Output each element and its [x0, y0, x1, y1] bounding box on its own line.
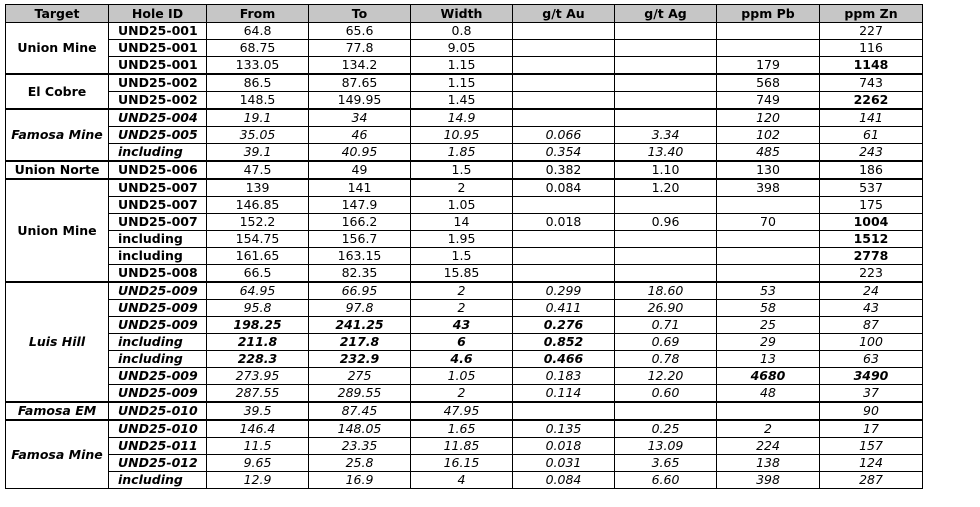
width-cell: 47.95	[411, 402, 513, 420]
pb-cell: 398	[717, 472, 820, 489]
from-cell: 139	[207, 179, 309, 197]
header-from: From	[207, 5, 309, 23]
to-cell: 156.7	[309, 231, 411, 248]
width-cell: 1.95	[411, 231, 513, 248]
zn-cell: 141	[820, 109, 923, 127]
zn-cell: 100	[820, 334, 923, 351]
zn-cell: 24	[820, 282, 923, 300]
to-cell: 87.45	[309, 402, 411, 420]
width-cell: 14.9	[411, 109, 513, 127]
hole-id-cell: UND25-009	[109, 385, 207, 403]
target-cell: Famosa Mine	[6, 420, 109, 489]
zn-cell: 287	[820, 472, 923, 489]
from-cell: 11.5	[207, 438, 309, 455]
au-cell	[513, 109, 615, 127]
zn-cell: 124	[820, 455, 923, 472]
to-cell: 147.9	[309, 197, 411, 214]
header-row	[6, 5, 923, 23]
ag-cell	[615, 231, 717, 248]
header-hole-id: Hole ID	[109, 5, 207, 23]
pb-cell	[717, 197, 820, 214]
hole-id-cell: including	[109, 248, 207, 265]
header-zn: ppm Zn	[820, 5, 923, 23]
to-cell: 163.15	[309, 248, 411, 265]
to-cell: 134.2	[309, 57, 411, 75]
width-cell: 1.05	[411, 197, 513, 214]
hole-id-cell: UND25-001	[109, 40, 207, 57]
from-cell: 146.4	[207, 420, 309, 438]
pb-cell	[717, 265, 820, 283]
pb-cell: 568	[717, 74, 820, 92]
hole-id-cell: UND25-002	[109, 92, 207, 110]
width-cell: 6	[411, 334, 513, 351]
table-row	[6, 161, 923, 179]
au-cell	[513, 23, 615, 40]
width-cell: 1.65	[411, 420, 513, 438]
table-row	[6, 214, 923, 231]
zn-cell: 61	[820, 127, 923, 144]
table-row	[6, 385, 923, 403]
pb-cell: 224	[717, 438, 820, 455]
hole-id-cell: UND25-004	[109, 109, 207, 127]
pb-cell	[717, 402, 820, 420]
ag-cell: 12.20	[615, 368, 717, 385]
table-row	[6, 40, 923, 57]
table-row	[6, 57, 923, 75]
to-cell: 77.8	[309, 40, 411, 57]
width-cell: 0.8	[411, 23, 513, 40]
from-cell: 39.1	[207, 144, 309, 162]
au-cell	[513, 248, 615, 265]
header-au: g/t Au	[513, 5, 615, 23]
to-cell: 87.65	[309, 74, 411, 92]
hole-id-cell: including	[109, 351, 207, 368]
hole-id-cell: UND25-009	[109, 282, 207, 300]
ag-cell: 6.60	[615, 472, 717, 489]
zn-cell: 227	[820, 23, 923, 40]
to-cell: 82.35	[309, 265, 411, 283]
zn-cell: 2778	[820, 248, 923, 265]
hole-id-cell: including	[109, 334, 207, 351]
pb-cell: 58	[717, 300, 820, 317]
width-cell: 15.85	[411, 265, 513, 283]
hole-id-cell: including	[109, 472, 207, 489]
hole-id-cell: UND25-006	[109, 161, 207, 179]
au-cell: 0.066	[513, 127, 615, 144]
table-row	[6, 265, 923, 283]
zn-cell: 223	[820, 265, 923, 283]
target-cell: Union Norte	[6, 161, 109, 179]
ag-cell: 1.10	[615, 161, 717, 179]
pb-cell: 120	[717, 109, 820, 127]
width-cell: 4.6	[411, 351, 513, 368]
ag-cell	[615, 92, 717, 110]
hole-id-cell: UND25-002	[109, 74, 207, 92]
width-cell: 2	[411, 179, 513, 197]
zn-cell: 43	[820, 300, 923, 317]
table-row	[6, 144, 923, 162]
to-cell: 34	[309, 109, 411, 127]
au-cell: 0.354	[513, 144, 615, 162]
width-cell: 1.85	[411, 144, 513, 162]
from-cell: 211.8	[207, 334, 309, 351]
au-cell: 0.114	[513, 385, 615, 403]
from-cell: 39.5	[207, 402, 309, 420]
au-cell: 0.411	[513, 300, 615, 317]
au-cell: 0.466	[513, 351, 615, 368]
to-cell: 241.25	[309, 317, 411, 334]
table-row	[6, 438, 923, 455]
ag-cell	[615, 109, 717, 127]
zn-cell: 1004	[820, 214, 923, 231]
pb-cell	[717, 248, 820, 265]
au-cell	[513, 197, 615, 214]
from-cell: 64.8	[207, 23, 309, 40]
au-cell: 0.299	[513, 282, 615, 300]
to-cell: 66.95	[309, 282, 411, 300]
au-cell	[513, 40, 615, 57]
pb-cell: 53	[717, 282, 820, 300]
to-cell: 40.95	[309, 144, 411, 162]
from-cell: 66.5	[207, 265, 309, 283]
pb-cell: 48	[717, 385, 820, 403]
header-ag: g/t Ag	[615, 5, 717, 23]
zn-cell: 1148	[820, 57, 923, 75]
from-cell: 19.1	[207, 109, 309, 127]
from-cell: 228.3	[207, 351, 309, 368]
header-target: Target	[6, 5, 109, 23]
hole-id-cell: UND25-007	[109, 179, 207, 197]
table-row	[6, 282, 923, 300]
au-cell: 0.276	[513, 317, 615, 334]
pb-cell: 2	[717, 420, 820, 438]
pb-cell	[717, 23, 820, 40]
width-cell: 1.45	[411, 92, 513, 110]
pb-cell: 130	[717, 161, 820, 179]
pb-cell: 749	[717, 92, 820, 110]
pb-cell: 29	[717, 334, 820, 351]
hole-id-cell: UND25-007	[109, 197, 207, 214]
pb-cell: 138	[717, 455, 820, 472]
target-cell: Famosa EM	[6, 402, 109, 420]
au-cell: 0.382	[513, 161, 615, 179]
zn-cell: 90	[820, 402, 923, 420]
to-cell: 148.05	[309, 420, 411, 438]
ag-cell	[615, 74, 717, 92]
from-cell: 198.25	[207, 317, 309, 334]
zn-cell: 17	[820, 420, 923, 438]
ag-cell: 0.78	[615, 351, 717, 368]
width-cell: 2	[411, 282, 513, 300]
table-row	[6, 179, 923, 197]
from-cell: 287.55	[207, 385, 309, 403]
from-cell: 148.5	[207, 92, 309, 110]
zn-cell: 1512	[820, 231, 923, 248]
width-cell: 1.5	[411, 248, 513, 265]
to-cell: 217.8	[309, 334, 411, 351]
drill-results-table	[5, 4, 923, 489]
to-cell: 23.35	[309, 438, 411, 455]
header-to: To	[309, 5, 411, 23]
from-cell: 35.05	[207, 127, 309, 144]
to-cell: 65.6	[309, 23, 411, 40]
width-cell: 1.05	[411, 368, 513, 385]
au-cell	[513, 402, 615, 420]
target-cell: El Cobre	[6, 74, 109, 109]
pb-cell	[717, 231, 820, 248]
to-cell: 25.8	[309, 455, 411, 472]
table-body	[6, 23, 923, 489]
zn-cell: 3490	[820, 368, 923, 385]
au-cell: 0.183	[513, 368, 615, 385]
table-row	[6, 109, 923, 127]
width-cell: 1.15	[411, 74, 513, 92]
au-cell	[513, 92, 615, 110]
zn-cell: 175	[820, 197, 923, 214]
ag-cell: 18.60	[615, 282, 717, 300]
width-cell: 16.15	[411, 455, 513, 472]
width-cell: 11.85	[411, 438, 513, 455]
au-cell: 0.031	[513, 455, 615, 472]
hole-id-cell: UND25-008	[109, 265, 207, 283]
from-cell: 273.95	[207, 368, 309, 385]
to-cell: 46	[309, 127, 411, 144]
to-cell: 16.9	[309, 472, 411, 489]
ag-cell	[615, 197, 717, 214]
au-cell	[513, 74, 615, 92]
hole-id-cell: UND25-010	[109, 420, 207, 438]
table-row	[6, 23, 923, 40]
pb-cell: 485	[717, 144, 820, 162]
from-cell: 86.5	[207, 74, 309, 92]
zn-cell: 243	[820, 144, 923, 162]
to-cell: 49	[309, 161, 411, 179]
width-cell: 1.15	[411, 57, 513, 75]
hole-id-cell: UND25-009	[109, 317, 207, 334]
au-cell: 0.084	[513, 472, 615, 489]
from-cell: 161.65	[207, 248, 309, 265]
width-cell: 10.95	[411, 127, 513, 144]
ag-cell: 13.09	[615, 438, 717, 455]
hole-id-cell: UND25-011	[109, 438, 207, 455]
to-cell: 289.55	[309, 385, 411, 403]
ag-cell: 0.25	[615, 420, 717, 438]
hole-id-cell: UND25-012	[109, 455, 207, 472]
width-cell: 2	[411, 385, 513, 403]
pb-cell: 13	[717, 351, 820, 368]
from-cell: 9.65	[207, 455, 309, 472]
zn-cell: 2262	[820, 92, 923, 110]
ag-cell	[615, 402, 717, 420]
ag-cell: 3.34	[615, 127, 717, 144]
ag-cell	[615, 265, 717, 283]
from-cell: 64.95	[207, 282, 309, 300]
hole-id-cell: UND25-009	[109, 300, 207, 317]
au-cell: 0.135	[513, 420, 615, 438]
from-cell: 146.85	[207, 197, 309, 214]
au-cell: 0.084	[513, 179, 615, 197]
from-cell: 133.05	[207, 57, 309, 75]
table-row	[6, 368, 923, 385]
pb-cell	[717, 40, 820, 57]
ag-cell: 3.65	[615, 455, 717, 472]
hole-id-cell: UND25-005	[109, 127, 207, 144]
zn-cell: 116	[820, 40, 923, 57]
hole-id-cell: UND25-010	[109, 402, 207, 420]
zn-cell: 157	[820, 438, 923, 455]
width-cell: 9.05	[411, 40, 513, 57]
table-row	[6, 472, 923, 489]
from-cell: 95.8	[207, 300, 309, 317]
target-cell: Luis Hill	[6, 282, 109, 402]
table-row	[6, 92, 923, 110]
width-cell: 2	[411, 300, 513, 317]
hole-id-cell: UND25-001	[109, 57, 207, 75]
from-cell: 154.75	[207, 231, 309, 248]
ag-cell	[615, 248, 717, 265]
header-pb: ppm Pb	[717, 5, 820, 23]
from-cell: 47.5	[207, 161, 309, 179]
to-cell: 97.8	[309, 300, 411, 317]
ag-cell: 0.96	[615, 214, 717, 231]
width-cell: 43	[411, 317, 513, 334]
table-row	[6, 197, 923, 214]
pb-cell: 4680	[717, 368, 820, 385]
from-cell: 68.75	[207, 40, 309, 57]
width-cell: 1.5	[411, 161, 513, 179]
ag-cell	[615, 40, 717, 57]
au-cell	[513, 57, 615, 75]
to-cell: 275	[309, 368, 411, 385]
table-row	[6, 334, 923, 351]
hole-id-cell: including	[109, 231, 207, 248]
au-cell	[513, 265, 615, 283]
to-cell: 232.9	[309, 351, 411, 368]
zn-cell: 63	[820, 351, 923, 368]
table-row	[6, 317, 923, 334]
target-cell: Union Mine	[6, 179, 109, 282]
ag-cell: 0.69	[615, 334, 717, 351]
au-cell: 0.018	[513, 438, 615, 455]
hole-id-cell: UND25-007	[109, 214, 207, 231]
zn-cell: 743	[820, 74, 923, 92]
table-row	[6, 127, 923, 144]
ag-cell	[615, 57, 717, 75]
pb-cell: 70	[717, 214, 820, 231]
table-row	[6, 351, 923, 368]
width-cell: 4	[411, 472, 513, 489]
to-cell: 141	[309, 179, 411, 197]
from-cell: 12.9	[207, 472, 309, 489]
width-cell: 14	[411, 214, 513, 231]
to-cell: 149.95	[309, 92, 411, 110]
zn-cell: 186	[820, 161, 923, 179]
ag-cell: 0.71	[615, 317, 717, 334]
table-row	[6, 300, 923, 317]
table-row	[6, 231, 923, 248]
target-cell: Union Mine	[6, 23, 109, 75]
target-cell: Famosa Mine	[6, 109, 109, 161]
hole-id-cell: including	[109, 144, 207, 162]
ag-cell: 13.40	[615, 144, 717, 162]
au-cell	[513, 231, 615, 248]
pb-cell: 25	[717, 317, 820, 334]
ag-cell	[615, 23, 717, 40]
header-width: Width	[411, 5, 513, 23]
table-row	[6, 455, 923, 472]
pb-cell: 398	[717, 179, 820, 197]
zn-cell: 87	[820, 317, 923, 334]
pb-cell: 102	[717, 127, 820, 144]
zn-cell: 537	[820, 179, 923, 197]
zn-cell: 37	[820, 385, 923, 403]
to-cell: 166.2	[309, 214, 411, 231]
ag-cell: 1.20	[615, 179, 717, 197]
table-row	[6, 74, 923, 92]
hole-id-cell: UND25-001	[109, 23, 207, 40]
table-row	[6, 248, 923, 265]
ag-cell: 0.60	[615, 385, 717, 403]
from-cell: 152.2	[207, 214, 309, 231]
au-cell: 0.018	[513, 214, 615, 231]
pb-cell: 179	[717, 57, 820, 75]
au-cell: 0.852	[513, 334, 615, 351]
table-row	[6, 402, 923, 420]
ag-cell: 26.90	[615, 300, 717, 317]
hole-id-cell: UND25-009	[109, 368, 207, 385]
table-row	[6, 420, 923, 438]
